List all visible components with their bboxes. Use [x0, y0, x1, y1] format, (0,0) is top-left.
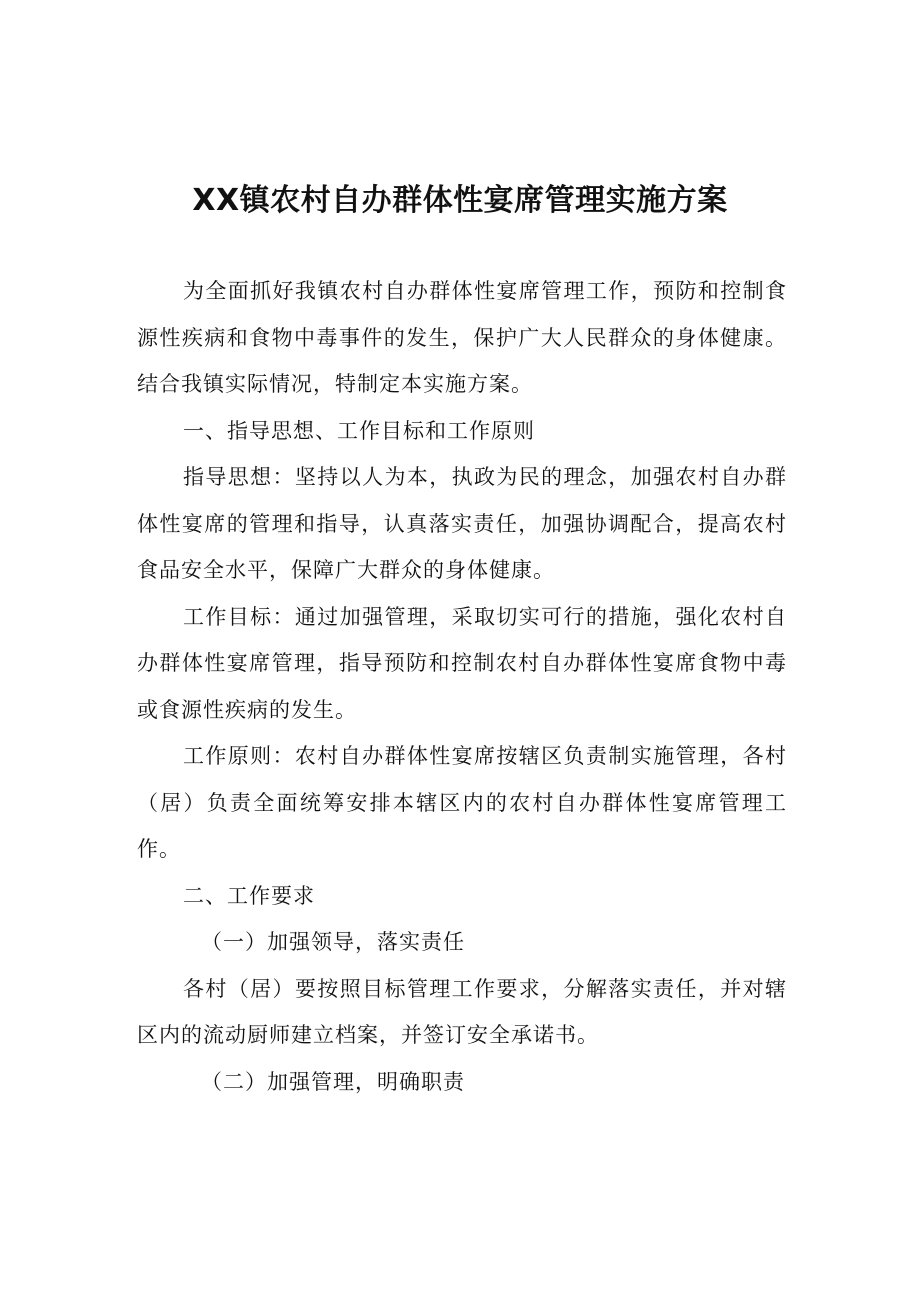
guiding-thought-paragraph: 指导思想：坚持以人为本，执政为民的理念，加强农村自办群体性宴席的管理和指导，认真落实责任，加强协调配合，提高农村食品安全水平，保障广大群众的身体健康。 [137, 465, 787, 582]
work-goal-paragraph: 工作目标：通过加强管理，采取切实可行的措施，强化农村自办群体性宴席管理，指导预防和控制农村自办群体性宴席食物中毒或食源性疾病的发生。 [137, 604, 787, 722]
subsection-heading-2: （二）加强管理，明确职责 [201, 1069, 465, 1094]
section-heading-2: 二、工作要求 [183, 883, 315, 908]
subsection-heading-1: （一）加强领导，落实责任 [201, 930, 465, 954]
intro-paragraph: 为全面抓好我镇农村自办群体性宴席管理工作，预防和控制食源性疾病和食物中毒事件的发生，保护广大人民群众的身体健康。结合我镇实际情况，特制定本实施方案。 [137, 279, 787, 396]
document-body [137, 268, 787, 1105]
section-heading-1: 一、指导思想、工作目标和工作原则 [183, 418, 535, 443]
document-title: XX镇农村自办群体性宴席管理实施方案 [192, 183, 728, 218]
work-principle-paragraph: 工作原则：农村自办群体性宴席按辖区负责制实施管理，各村（居）负责全面统筹安排本辖区内的农村自办群体性宴席管理工作。 [137, 744, 787, 861]
subsection-1-paragraph: 各村（居）要按照目标管理工作要求，分解落实责任，并对辖区内的流动厨师建立档案，并签订安全承诺书。 [137, 976, 787, 1047]
